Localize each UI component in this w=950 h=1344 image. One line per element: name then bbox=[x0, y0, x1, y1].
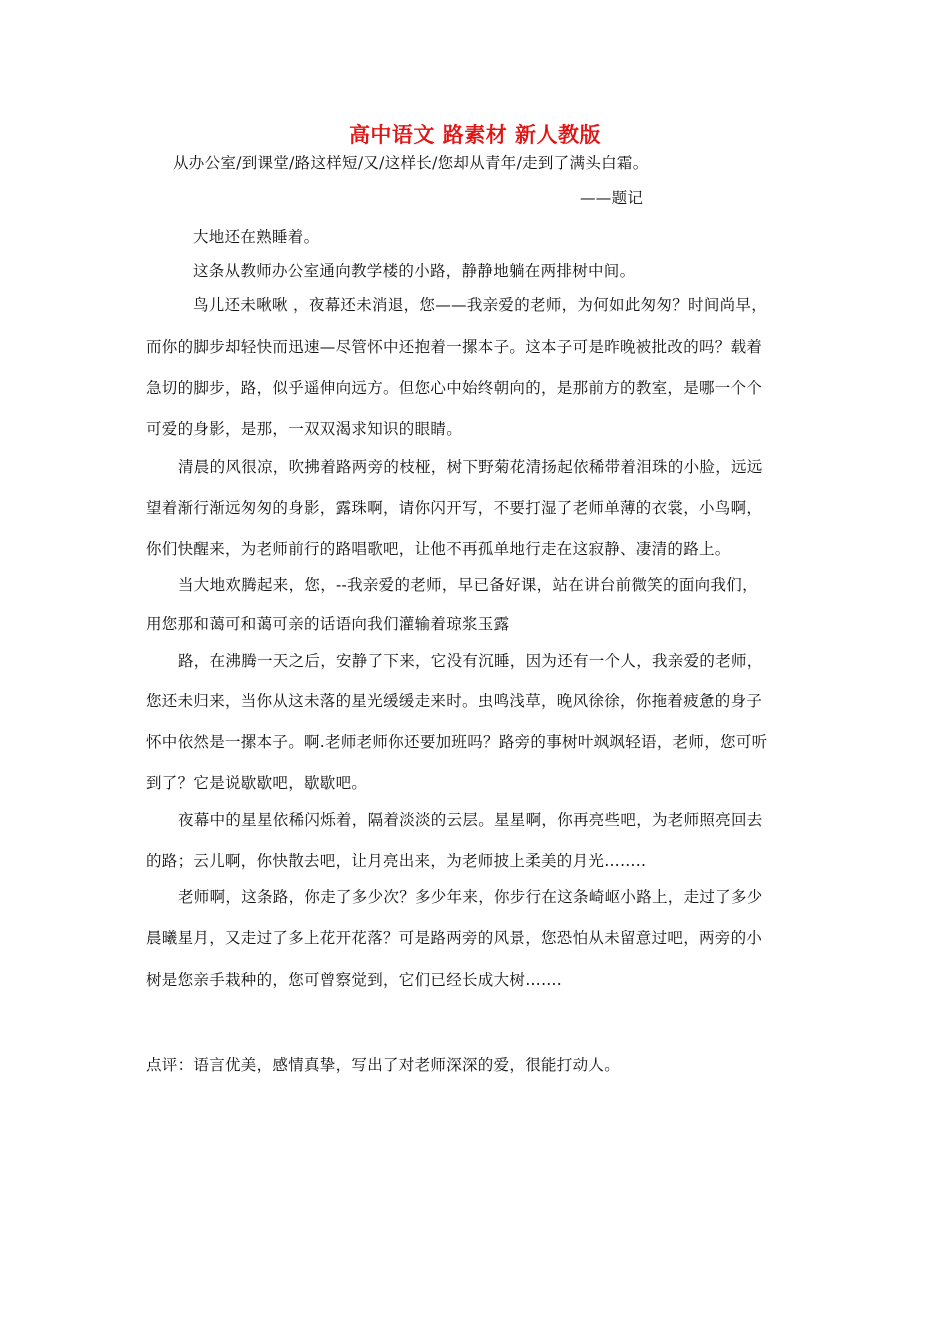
body-line: 鸟儿还未啾啾 ，夜幕还未消退，您——我亲爱的老师，为何如此匆匆？时间尚早， bbox=[193, 296, 768, 314]
body-line: 这条从教师办公室通向教学楼的小路，静静地躺在两排树中间。 bbox=[193, 262, 636, 280]
body-line: 老师啊，这条路，你走了多少次？多少年来，你步行在这条崎岖小路上，走过了多少 bbox=[178, 888, 763, 906]
body-line: 的路；云儿啊，你快散去吧，让月亮出来，为老师披上柔美的月光…….. bbox=[146, 852, 647, 870]
comment: 点评：语言优美，感情真挚，写出了对老师深深的爱，很能打动人。 bbox=[146, 1056, 621, 1074]
body-line: 你们快醒来，为老师前行的路唱歌吧，让他不再孤单地行走在这寂静、凄清的路上。 bbox=[146, 540, 731, 558]
body-line: 晨曦星月，又走过了多上花开花落？可是路两旁的风景，您恐怕从未留意过吧，两旁的小 bbox=[146, 929, 763, 947]
body-line: 用您那和蔼可和蔼可亲的话语向我们灌输着琼浆玉露 bbox=[146, 615, 510, 633]
epigraph: 从办公室/到课堂/路这样短/又/这样长/您却从青年/走到了满头白霜。 bbox=[173, 154, 649, 172]
body-line: 而你的脚步却轻快而迅速—尽管怀中还抱着一摞本子。这本子可是昨晚被批改的吗？载着 bbox=[146, 338, 763, 356]
body-line: 大地还在熟睡着。 bbox=[193, 228, 320, 246]
body-line: 到了？它是说歇歇吧，歇歇吧。 bbox=[146, 774, 368, 792]
body-line: 当大地欢腾起来，您，--我亲爱的老师，早已备好课，站在讲台前微笑的面向我们， bbox=[178, 576, 758, 594]
epigraph-attribution: ——题记 bbox=[580, 189, 644, 207]
body-line: 急切的脚步，路，似乎遥伸向远方。但您心中始终朝向的，是那前方的教室，是哪一个个 bbox=[146, 379, 763, 397]
body-line: 望着渐行渐远匆匆的身影，露珠啊，请你闪开写，不要打湿了老师单薄的衣裳，小鸟啊， bbox=[146, 499, 763, 517]
document-title: 高中语文 路素材 新人教版 bbox=[348, 123, 602, 147]
body-line: 可爱的身影，是那，一双双渴求知识的眼睛。 bbox=[146, 420, 463, 438]
body-line: 怀中依然是一摞本子。啊.老师老师你还要加班吗？路旁的事树叶飒飒轻语，老师，您可听 bbox=[146, 733, 768, 751]
body-line: 树是您亲手栽种的，您可曾察觉到，它们已经长成大树……. bbox=[146, 971, 563, 989]
body-line: 清晨的风很凉，吹拂着路两旁的枝桠，树下野菊花清扬起依稀带着泪珠的小脸，远远 bbox=[178, 458, 763, 476]
body-line: 您还未归来，当你从这未落的星光缓缓走来时。虫鸣浅草，晚风徐徐，你拖着疲惫的身子 bbox=[146, 692, 763, 710]
body-line: 夜幕中的星星依稀闪烁着，隔着淡淡的云层。星星啊，你再亮些吧，为老师照亮回去 bbox=[178, 811, 763, 829]
body-line: 路，在沸腾一天之后，安静了下来，它没有沉睡，因为还有一个人，我亲爱的老师， bbox=[178, 652, 763, 670]
